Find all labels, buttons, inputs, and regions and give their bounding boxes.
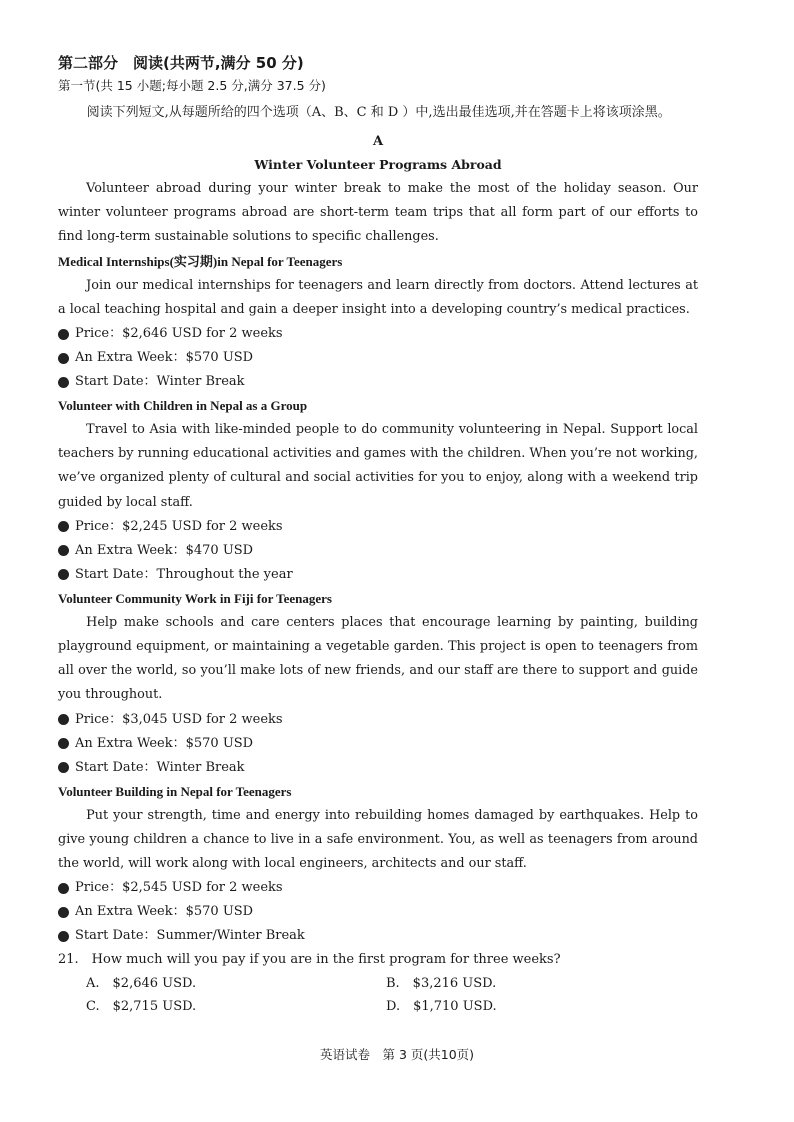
bullet-icon <box>58 883 69 894</box>
price-item <box>58 515 698 539</box>
program-heading: Volunteer Community Work in Fiji for Teenagers <box>58 590 332 606</box>
start-date-text: Start Date：Winter Break <box>75 374 245 390</box>
price-text: Price：$2,646 USD for 2 weeks <box>75 326 283 342</box>
program-text: Join our medical internships for teenagers and learn directly from doctors. Attend lectures at a local teaching hospital and gain a deeper insight into a developing country’s medical practices. <box>58 277 698 317</box>
start-date-text: Start Date：Throughout the year <box>75 566 293 582</box>
program-text: Put your strength, time and energy into rebuilding homes damaged by earthquakes. Help to give young children a chance to live in a safe environment. You, as well as teenagers from around the world, will work along with local engineers, architects and our staff. <box>58 807 698 872</box>
extra-week-text: An Extra Week：$570 USD <box>75 735 254 751</box>
price-item <box>58 322 698 346</box>
option-b: B. $3,216 USD. <box>386 976 497 992</box>
question-21: 21. How much will you pay if you are in the first program for three weeks? <box>58 952 561 968</box>
exam-page <box>58 52 698 1018</box>
bullet-icon <box>58 377 69 388</box>
option-d: D. $1,710 USD. <box>386 999 497 1015</box>
start-date-item <box>58 563 698 587</box>
option-c: C. $2,715 USD. <box>86 999 197 1015</box>
start-date-text: Start Date：Summer/Winter Break <box>75 928 305 944</box>
bullet-icon <box>58 931 69 942</box>
start-date-item <box>58 924 698 948</box>
bullet-icon <box>58 714 69 725</box>
bullet-icon <box>58 762 69 773</box>
bullet-icon <box>58 545 69 556</box>
article-letter: A <box>372 134 384 149</box>
extra-week-item <box>58 346 698 370</box>
program-2 <box>58 394 698 587</box>
price-text: Price：$3,045 USD for 2 weeks <box>75 711 283 727</box>
part-title: 第二部分 阅读(共两节,满分 50 分) <box>58 54 304 72</box>
instruction: 阅读下列短文,从每题所给的四个选项（A、B、C 和 D ）中,选出最佳选项,并在答题卡上将该项涂黑。 <box>86 105 671 120</box>
price-text: Price：$2,545 USD for 2 weeks <box>75 880 283 896</box>
bullet-icon <box>58 329 69 340</box>
extra-week-text: An Extra Week：$570 USD <box>75 904 254 920</box>
extra-week-text: An Extra Week：$570 USD <box>75 350 254 366</box>
bullet-icon <box>58 738 69 749</box>
program-4 <box>58 780 698 949</box>
price-text: Price：$2,245 USD for 2 weeks <box>75 518 283 534</box>
answer-options <box>58 972 698 1018</box>
extra-week-item <box>58 900 698 924</box>
article-intro: Volunteer abroad during your winter break to make the most of the holiday season. Our winter volunteer programs abroad are short-term team trips that all form part of our efforts to find long-term sustainable solutions to specific challenges. <box>58 181 698 245</box>
bullet-icon <box>58 521 69 532</box>
price-item <box>58 708 698 732</box>
extra-week-item <box>58 539 698 563</box>
article-title: Winter Volunteer Programs Abroad <box>254 157 502 172</box>
bullet-icon <box>58 569 69 580</box>
start-date-item <box>58 370 698 394</box>
section-title: 第一节(共 15 小题;每小题 2.5 分,满分 37.5 分) <box>58 78 326 93</box>
start-date-text: Start Date：Winter Break <box>75 759 245 775</box>
program-text: Travel to Asia with like-minded people to do community volunteering in Nepal. Support local teachers by running educational activities and games with the children. When you’re not working, we’ve organized plenty of cultural and social activities for you to enjoy, along with a weekend trip guided by local staff. <box>58 422 698 510</box>
program-3 <box>58 587 698 780</box>
program-text: Help make schools and care centers places that encourage learning by painting, building playground equipment, or maintaining a vegetable garden. This project is open to teenagers from all over the world, so you’ll make lots of new friends, and our staff are there to support and guide you throughout. <box>58 614 698 703</box>
page-footer: 英语试卷 第 3 页(共10页) <box>319 1047 475 1062</box>
extra-week-item <box>58 732 698 756</box>
extra-week-text: An Extra Week：$470 USD <box>75 542 254 558</box>
program-heading: Volunteer with Children in Nepal as a Group <box>58 398 308 414</box>
price-item <box>58 876 698 900</box>
program-1 <box>58 250 698 394</box>
program-heading: Medical Internships(实习期)in Nepal for Teenagers <box>58 253 343 269</box>
bullet-icon <box>58 907 69 918</box>
start-date-item <box>58 756 698 780</box>
option-a: A. $2,646 USD. <box>86 976 197 992</box>
program-heading: Volunteer Building in Nepal for Teenagers <box>58 783 292 799</box>
bullet-icon <box>58 353 69 364</box>
